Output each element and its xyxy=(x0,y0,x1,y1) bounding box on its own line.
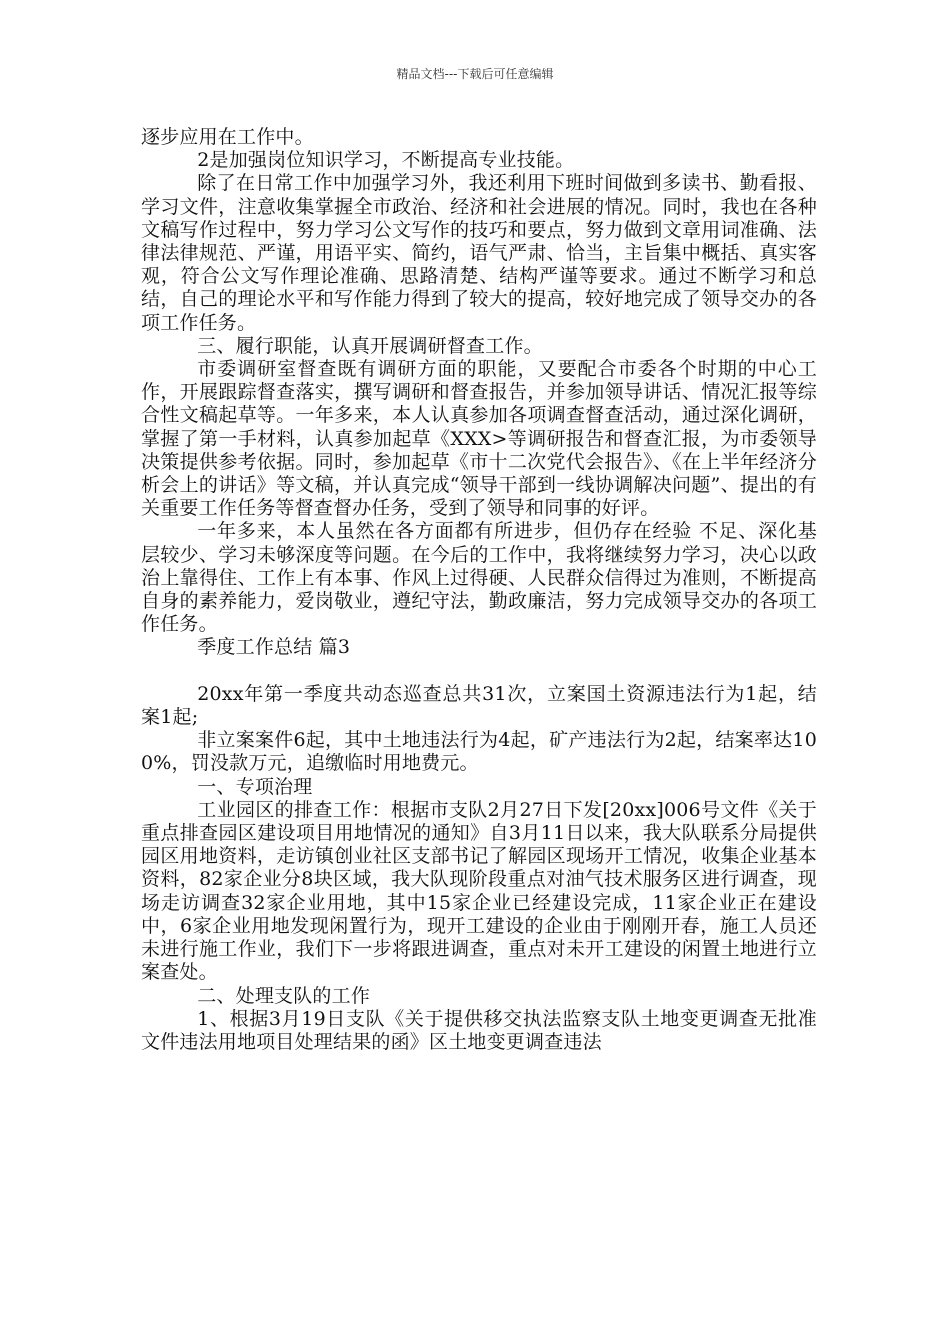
document-body xyxy=(141,126,817,1054)
paragraph-9: 20xx年第一季度共动态巡查总共31次，立案国土资源违法行为1起，结案1起; xyxy=(141,682,817,729)
paragraph-5: 市委调研室督查既有调研方面的职能，又要配合市委各个时期的中心工作，开展跟踪督查落实，撰写调研和督查报告，并参加领导讲话、情况汇报等综合性文稿起草等。一年多来，本人认真参加各项调查督查活动，通过深化调研，掌握了第一手材料，认真参加起草《XXX>等调研报告和督查汇报，为市委领导决策提供参考依据。同时，参加起草《市十二次党代会报告》、《在上半年经济分析会上的讲话》等文稿，并认真完成“领导干部到一线协调解决问题”、提出的有关重要工作任务等督查督办任务，受到了领导和同事的好评。 xyxy=(141,358,817,520)
section-heading-2: 二、处理支队的工作 xyxy=(197,984,371,1007)
section-heading-1: 一、专项治理 xyxy=(197,775,313,798)
paragraph-6: 一年多来，本人虽然在各方面都有所进步，但仍存在经验 不足、深化基层较少、学习未够深度等问题。在今后的工作中，我将继续努力学习，决心以政治上靠得住、工作上有本事、作风上过得硬、人民群众信得过为准则，不断提高自身的素养能力，爱岗敬业，遵纪守法，勤政廉洁，努力完成领导交办的各项工作任务。 xyxy=(141,520,817,636)
paragraph-10: 非立案案件6起，其中土地违法行为4起，矿产违法行为2起，结案率达100%，罚没款万元，追缴临时用地费元。 xyxy=(141,729,817,775)
paragraph-3: 除了在日常工作中加强学习外，我还利用下班时间做到多读书、勤看报、学习文件，注意收集掌握全市政治、经济和社会进展的情况。同时，我也在各种文稿写作过程中，努力学习公文写作的技巧和要点，努力做到文章用词准确、法律法律规范、严谨，用语平实、简约，语气严肃、恰当，主旨集中概括、真实客观，符合公文写作理论准确、思路清楚、结构严谨等要求。通过不断学习和总结，自己的理论水平和写作能力得到了较大的提高，较好地完成了领导交办的各项工作任务。 xyxy=(141,172,817,334)
part-title: 季度工作总结 篇3 xyxy=(197,636,351,659)
section-heading-3: 三、履行职能，认真开展调研督查工作。 xyxy=(197,334,543,357)
paragraph-1: 逐步应用在工作中。 xyxy=(141,126,314,148)
page-header: 精品文档---下载后可任意编辑 xyxy=(396,67,554,81)
paragraph-2: 2是加强岗位知识学习，不断提高专业技能。 xyxy=(197,149,575,172)
blank-line xyxy=(141,660,817,683)
paragraph-12: 工业园区的排查工作：根据市支队2月27日下发[20xx]006号文件《关于重点排查园区建设项目用地情况的通知》自3月11日以来，我大队联系分局提供园区用地资料，走访镇创业社区支部书记了解园区现场开工情况，收集企业基本资料，82家企业分8块区域，我大队现阶段重点对油气技术服务区进行调查，现场走访调查32家企业用地，其中15家企业已经建设完成，11家企业正在建设中，6家企业用地发现闲置行为，现开工建设的企业由于刚刚开春，施工人员还未进行施工作业，我们下一步将跟进调查，重点对未开工建设的闲置土地进行立案查处。 xyxy=(141,798,817,984)
paragraph-14: 1、根据3月19日支队《关于提供移交执法监察支队土地变更调查无批准文件违法用地项目处理结果的函》区土地变更调查违法 xyxy=(141,1007,817,1053)
